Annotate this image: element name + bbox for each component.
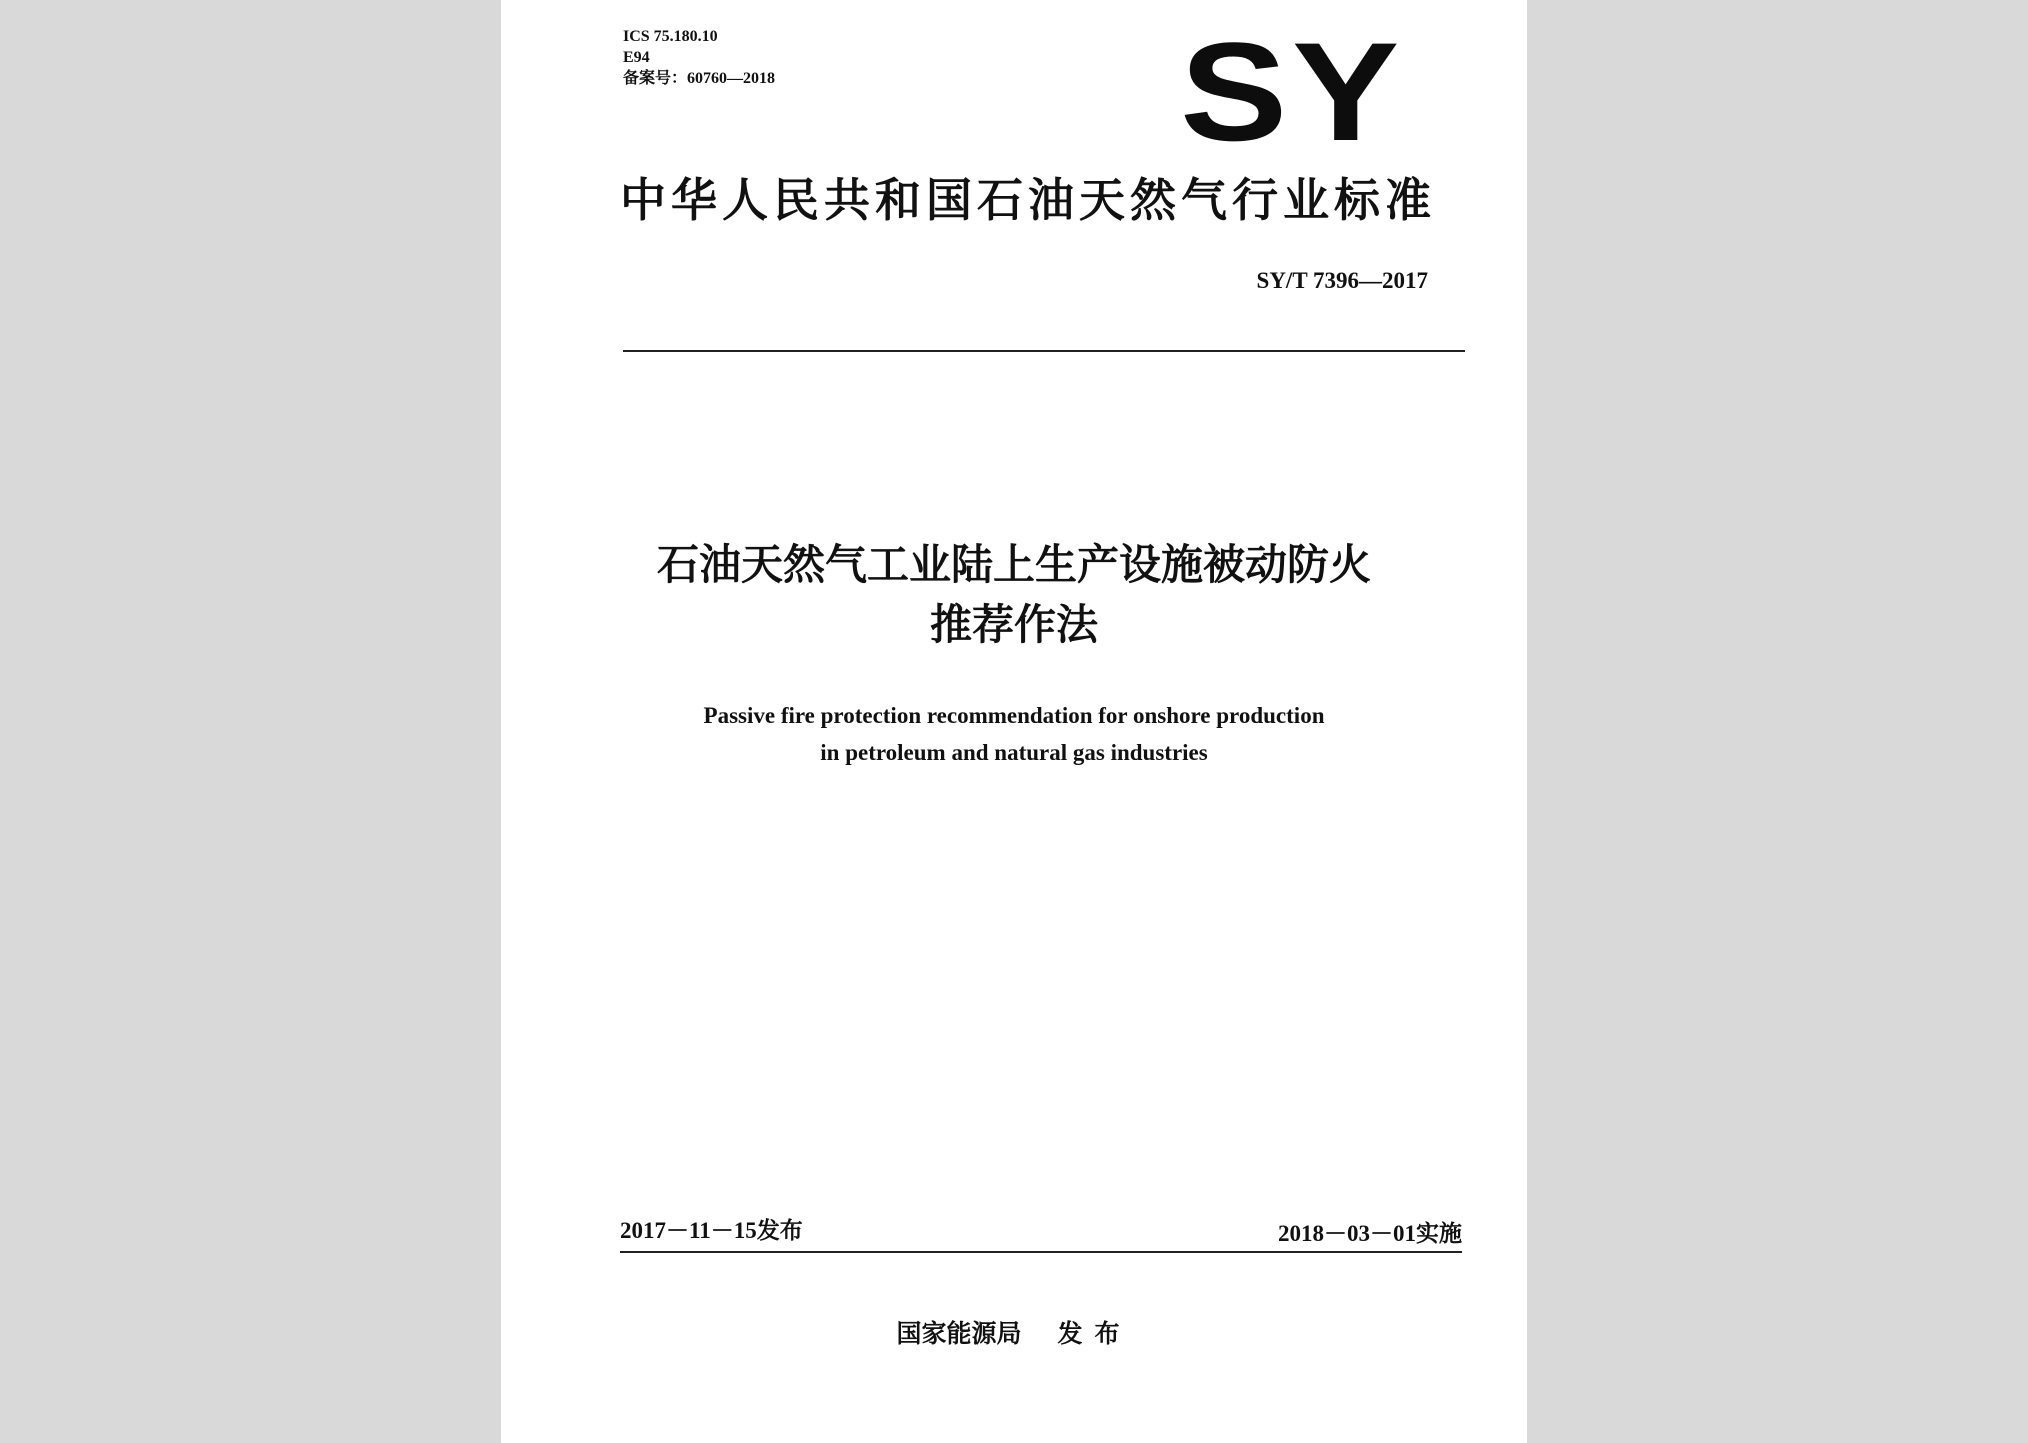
title-chinese [501, 535, 1527, 655]
sy-logo: SY [1180, 13, 1404, 170]
classification-codes [623, 26, 775, 89]
publish-verb: 发布 [1057, 1319, 1132, 1348]
footer-divider [620, 1251, 1462, 1253]
header-divider [623, 350, 1465, 352]
implementation-date: 2018－03－01实施 [1278, 1221, 1462, 1246]
title-chinese-line1: 石油天然气工业陆上生产设施被动防火 [656, 540, 1371, 589]
issue-date: 2017－11－15发布 [620, 1218, 803, 1243]
title-english-line2: in petroleum and natural gas industries [820, 740, 1208, 765]
ccs-code: E94 [623, 49, 650, 66]
publisher-name: 国家能源局 [896, 1319, 1022, 1348]
title-english [501, 697, 1527, 771]
ics-code: ICS 75.180.10 [623, 28, 718, 45]
publisher-line [501, 1314, 1527, 1350]
title-english-line1: Passive fire protection recommendation for onshore production [703, 703, 1325, 728]
title-chinese-line2: 推荐作法 [929, 600, 1098, 649]
filing-number: 备案号：60760—2018 [623, 70, 776, 87]
org-standard-title: 中华人民共和国石油天然气行业标准 [620, 173, 1436, 227]
standard-number: SY/T 7396—2017 [1256, 268, 1428, 293]
